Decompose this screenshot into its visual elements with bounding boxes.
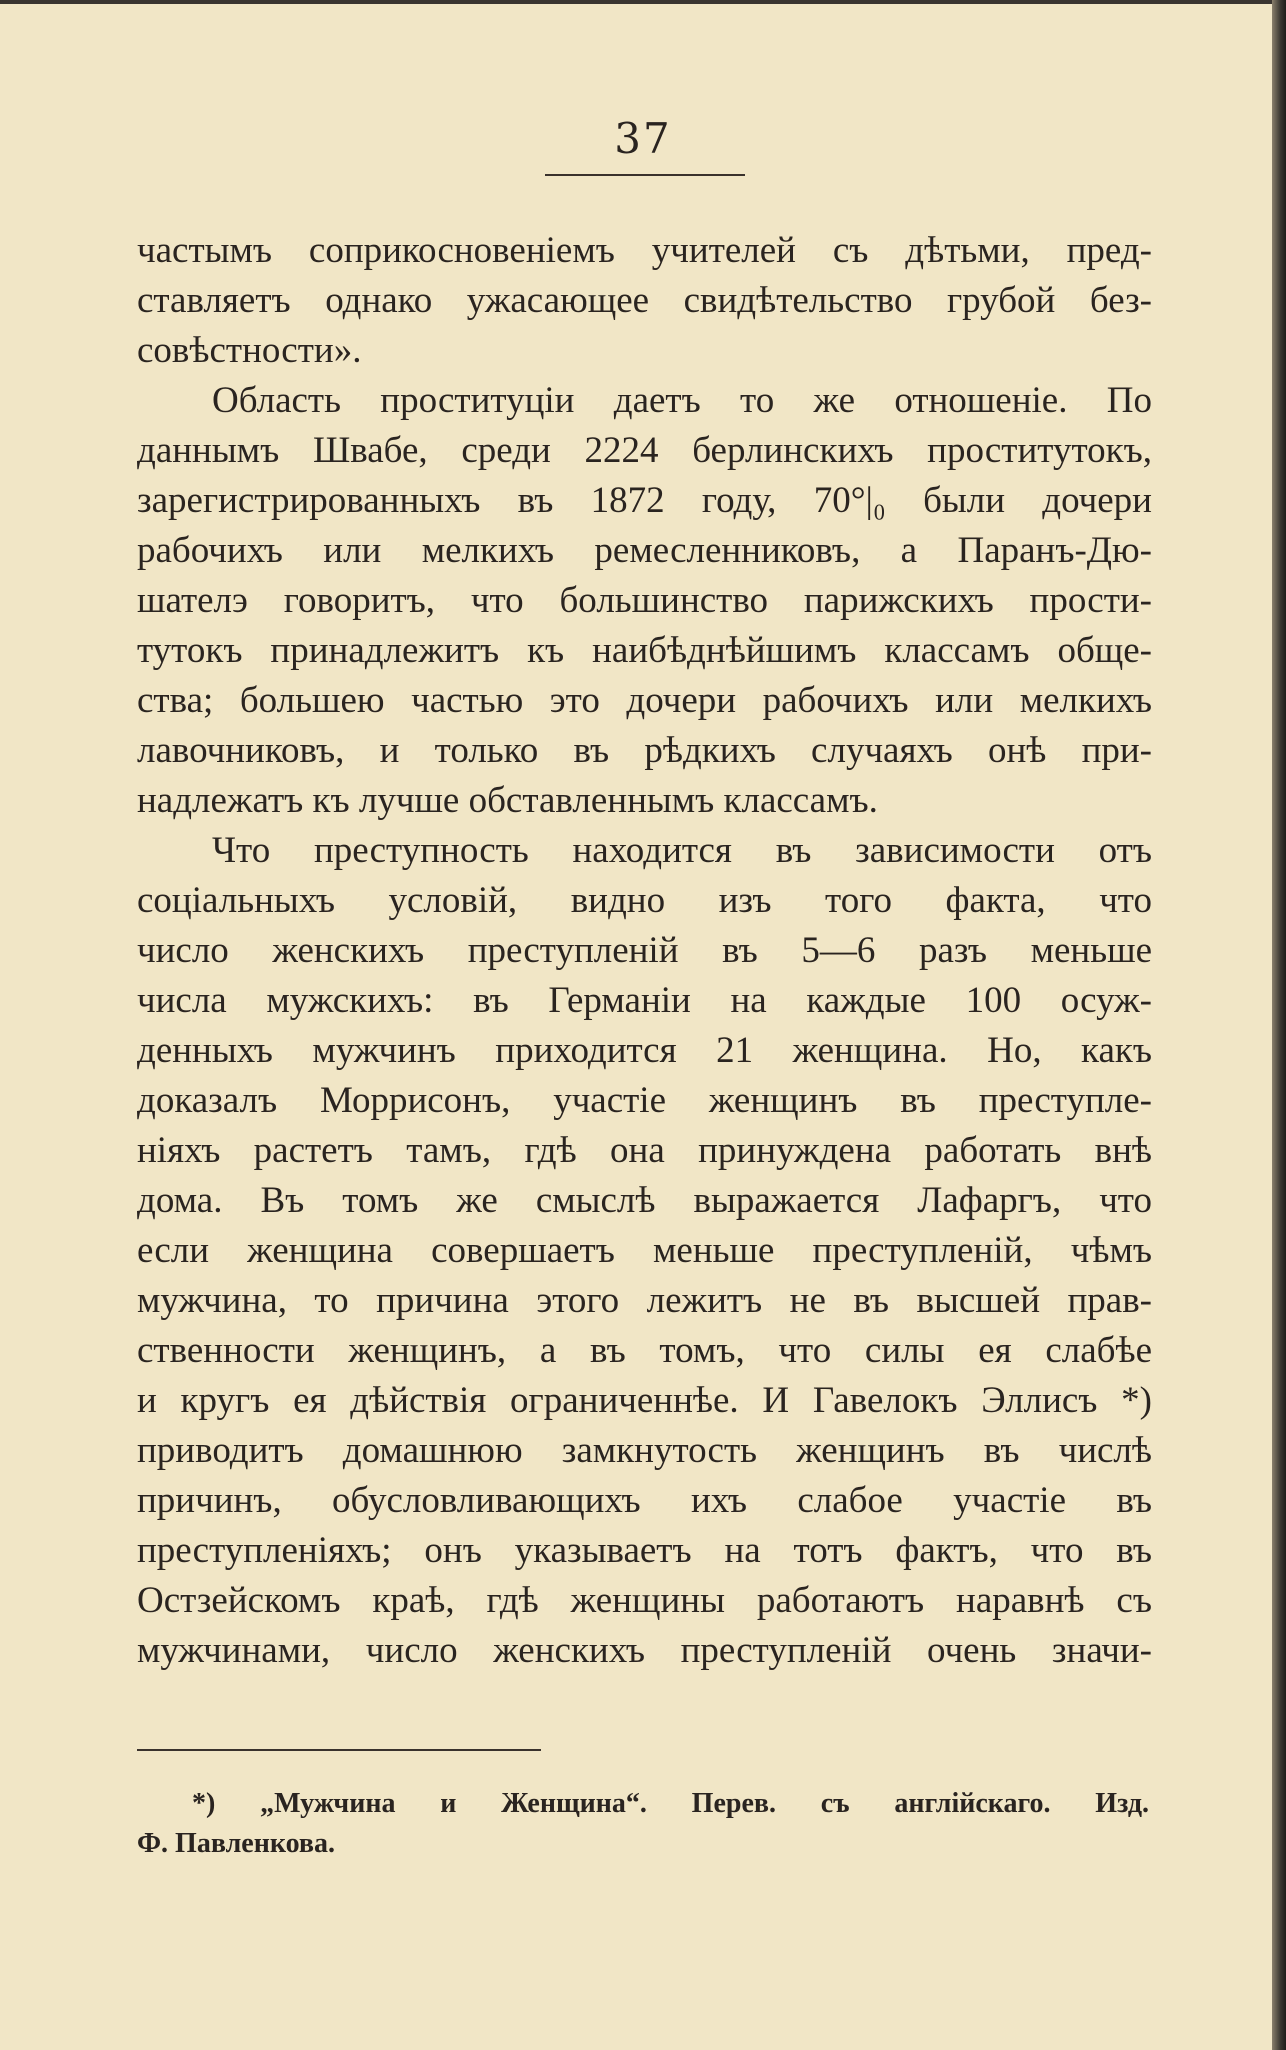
text-line: число женскихъ преступленiй въ 5—6 разъ меньше: [137, 930, 1152, 971]
text-line: ства; большею частью это дочери рабочихъ или мелкихъ: [137, 680, 1152, 721]
text-line: числа мужскихъ: въ Германiи на каждые 100 осуж-: [137, 980, 1152, 1021]
text-line: даннымъ Швабе, среди 2224 берлинскихъ проститутокъ,: [137, 430, 1152, 471]
text-line: частымъ соприкосновенiемъ учителей съ дѣтьми, пред-: [137, 230, 1152, 271]
text-line: надлежатъ къ лучше обставленнымъ классамъ.: [137, 780, 878, 821]
paragraph-start: Область проституцiи даетъ то же отношенiе. По: [212, 380, 1152, 421]
text-line: зарегистрированныхъ въ 1872 году, 70°|₀ были дочери: [137, 480, 1152, 521]
text-line: ставляетъ однако ужасающее свидѣтельство грубой без-: [137, 280, 1152, 321]
book-spine: [1272, 0, 1286, 2050]
footnote-line: *) „Мужчина и Женщина“. Перев. съ англiйскаго. Изд.: [192, 1788, 1149, 1819]
text-line: причинъ, обусловливающихъ ихъ слабое участiе въ: [137, 1480, 1152, 1521]
text-line: тутокъ принадлежитъ къ наибѣднѣйшимъ классамъ обще-: [137, 630, 1152, 671]
text-line: мужчинами, число женскихъ преступленiй очень значи-: [137, 1630, 1152, 1671]
footnote-rule: [137, 1749, 541, 1751]
text-line: и кругъ ея дѣйствiя ограниченнѣе. И Гавелокъ Эллисъ *): [137, 1380, 1152, 1421]
text-line: если женщина совершаетъ меньше преступленiй, чѣмъ: [137, 1230, 1152, 1271]
text-line: ственности женщинъ, а въ томъ, что силы ея слабѣе: [137, 1330, 1152, 1371]
text-line: преступленiяхъ; онъ указываетъ на тотъ фактъ, что въ: [137, 1530, 1152, 1571]
text-line: доказалъ Моррисонъ, участiе женщинъ въ преступле-: [137, 1080, 1152, 1121]
text-line: шателэ говоритъ, что большинство парижскихъ прости-: [137, 580, 1152, 621]
footnote: [137, 1784, 1149, 1864]
body-text: [137, 226, 1152, 1676]
text-line: соцiальныхъ условiй, видно изъ того факта, что: [137, 880, 1152, 921]
page-number: 37: [614, 114, 672, 163]
text-line: нiяхъ растетъ тамъ, гдѣ она принуждена работать внѣ: [137, 1130, 1152, 1171]
text-line: Остзейскомъ краѣ, гдѣ женщины работаютъ наравнѣ съ: [137, 1580, 1152, 1621]
text-line: совѣстности».: [137, 330, 362, 371]
text-line: приводитъ домашнюю замкнутость женщинъ въ числѣ: [137, 1430, 1152, 1471]
text-line: мужчина, то причина этого лежитъ не въ высшей прав-: [137, 1280, 1152, 1321]
text-line: лавочниковъ, и только въ рѣдкихъ случаяхъ онѣ при-: [137, 730, 1152, 771]
paragraph-start: Что преступность находится въ зависимости отъ: [212, 830, 1152, 871]
footnote-line: Ф. Павленкова.: [137, 1828, 336, 1859]
text-line: дома. Въ томъ же смыслѣ выражается Лафаргъ, что: [137, 1180, 1152, 1221]
text-line: рабочихъ или мелкихъ ремесленниковъ, а Паранъ-Дю-: [137, 530, 1152, 571]
text-line: денныхъ мужчинъ приходится 21 женщина. Но, какъ: [137, 1030, 1152, 1071]
header-rule: [545, 174, 745, 176]
